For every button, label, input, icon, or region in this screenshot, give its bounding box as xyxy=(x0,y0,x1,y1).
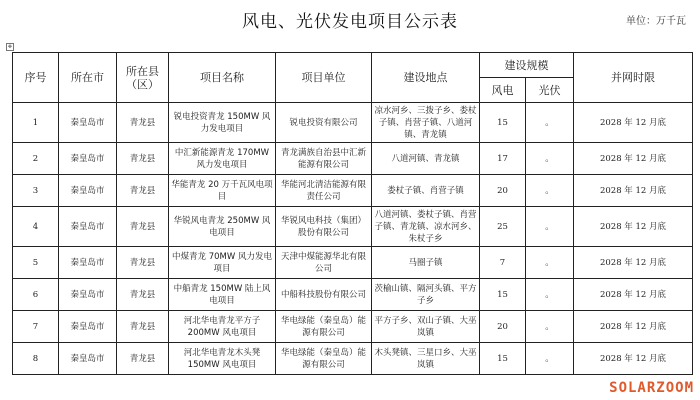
cell-name: 华能青龙 20 万千瓦风电项目 xyxy=(169,175,276,207)
cell-seq: 7 xyxy=(13,311,59,343)
cell-grid: 2028 年 12 月底 xyxy=(574,207,693,247)
cell-city: 秦皇岛市 xyxy=(59,311,117,343)
cell-solar: 。 xyxy=(526,343,574,375)
cell-solar: 。 xyxy=(526,247,574,279)
header-wind: 风电 xyxy=(480,78,526,103)
cell-location: 茨榆山镇、隔河头镇、平方子乡 xyxy=(372,279,480,311)
table-row xyxy=(13,343,693,375)
cell-wind: 25 xyxy=(480,207,526,247)
cell-seq: 3 xyxy=(13,175,59,207)
cell-name: 华锐风电青龙 250MW 风电项目 xyxy=(169,207,276,247)
header-solar: 光伏 xyxy=(526,78,574,103)
cell-grid: 2028 年 12 月底 xyxy=(574,311,693,343)
cell-company: 中船科技股份有限公司 xyxy=(276,279,372,311)
cell-location: 娄杖子镇、肖营子镇 xyxy=(372,175,480,207)
cell-name: 河北华电青龙木头凳 150MW 风电项目 xyxy=(169,343,276,375)
cell-city: 秦皇岛市 xyxy=(59,143,117,175)
cell-county: 青龙县 xyxy=(117,143,169,175)
cell-seq: 5 xyxy=(13,247,59,279)
cell-county: 青龙县 xyxy=(117,247,169,279)
cell-wind: 15 xyxy=(480,279,526,311)
cell-grid: 2028 年 12 月底 xyxy=(574,343,693,375)
cell-name: 中船青龙 150MW 陆上风电项目 xyxy=(169,279,276,311)
cell-location: 木头凳镇、三星口乡、大巫岚镇 xyxy=(372,343,480,375)
cell-name: 中煤青龙 70MW 风力发电项目 xyxy=(169,247,276,279)
cell-grid: 2028 年 12 月底 xyxy=(574,247,693,279)
cell-location: 八道河镇、青龙镇 xyxy=(372,143,480,175)
cell-wind: 7 xyxy=(480,247,526,279)
cell-company: 华电绿能（秦皇岛）能源有限公司 xyxy=(276,311,372,343)
cell-solar: 。 xyxy=(526,279,574,311)
cell-city: 秦皇岛市 xyxy=(59,343,117,375)
page-title: 风电、光伏发电项目公示表 xyxy=(242,12,458,32)
cell-county: 青龙县 xyxy=(117,343,169,375)
header-company: 项目单位 xyxy=(276,53,372,103)
cell-seq: 4 xyxy=(13,207,59,247)
cell-name: 河北华电青龙平方子 200MW 风电项目 xyxy=(169,311,276,343)
cell-location: 凉水河乡、三拨子乡、娄杖子镇、肖营子镇、八道河镇、青龙镇 xyxy=(372,103,480,143)
cell-wind: 20 xyxy=(480,311,526,343)
cell-solar: 。 xyxy=(526,103,574,143)
header-location: 建设地点 xyxy=(372,53,480,103)
header-city: 所在市 xyxy=(59,53,117,103)
cell-wind: 17 xyxy=(480,143,526,175)
cell-county: 青龙县 xyxy=(117,279,169,311)
table-row xyxy=(13,207,693,247)
table-row xyxy=(13,247,693,279)
table-anchor-icon[interactable]: ✥ xyxy=(7,44,13,50)
table-row xyxy=(13,103,693,143)
header-name: 项目名称 xyxy=(169,53,276,103)
cell-city: 秦皇岛市 xyxy=(59,175,117,207)
header-grid: 并网时限 xyxy=(574,53,693,103)
cell-grid: 2028 年 12 月底 xyxy=(574,175,693,207)
cell-grid: 2028 年 12 月底 xyxy=(574,143,693,175)
cell-city: 秦皇岛市 xyxy=(59,247,117,279)
header-scale: 建设规模 xyxy=(480,53,574,78)
cell-county: 青龙县 xyxy=(117,207,169,247)
cell-wind: 15 xyxy=(480,103,526,143)
cell-grid: 2028 年 12 月底 xyxy=(574,103,693,143)
cell-seq: 1 xyxy=(13,103,59,143)
cell-company: 青龙满族自治县中汇新能源有限公司 xyxy=(276,143,372,175)
cell-name: 锐电投资青龙 150MW 风力发电项目 xyxy=(169,103,276,143)
cell-location: 平方子乡、双山子镇、大巫岚镇 xyxy=(372,311,480,343)
cell-company: 华能河北清洁能源有限责任公司 xyxy=(276,175,372,207)
cell-company: 华电绿能（秦皇岛）能源有限公司 xyxy=(276,343,372,375)
cell-solar: 。 xyxy=(526,175,574,207)
table-row xyxy=(13,279,693,311)
cell-company: 锐电投资有限公司 xyxy=(276,103,372,143)
cell-county: 青龙县 xyxy=(117,311,169,343)
cell-seq: 6 xyxy=(13,279,59,311)
cell-city: 秦皇岛市 xyxy=(59,207,117,247)
cell-seq: 8 xyxy=(13,343,59,375)
cell-county: 青龙县 xyxy=(117,175,169,207)
cell-solar: 。 xyxy=(526,207,574,247)
cell-name: 中汇新能源青龙 170MW 风力发电项目 xyxy=(169,143,276,175)
cell-city: 秦皇岛市 xyxy=(59,103,117,143)
cell-grid: 2028 年 12 月底 xyxy=(574,279,693,311)
cell-solar: 。 xyxy=(526,311,574,343)
project-table xyxy=(12,52,693,375)
header-county: 所在县（区） xyxy=(117,53,169,103)
unit-label: 单位：万千瓦 xyxy=(626,16,686,27)
cell-wind: 15 xyxy=(480,343,526,375)
cell-seq: 2 xyxy=(13,143,59,175)
cell-city: 秦皇岛市 xyxy=(59,279,117,311)
header-seq: 序号 xyxy=(13,53,59,103)
table-row xyxy=(13,311,693,343)
cell-wind: 20 xyxy=(480,175,526,207)
cell-county: 青龙县 xyxy=(117,103,169,143)
cell-solar: 。 xyxy=(526,143,574,175)
cell-location: 八道河镇、娄杖子镇、肖营子镇、青龙镇、凉水河乡、朱杖子乡 xyxy=(372,207,480,247)
solarzoom-watermark: SOLARZOOM xyxy=(609,380,694,396)
cell-location: 马圈子镇 xyxy=(372,247,480,279)
cell-company: 华锐风电科技（集团）股份有限公司 xyxy=(276,207,372,247)
table-row xyxy=(13,175,693,207)
cell-company: 天津中煤能源华北有限公司 xyxy=(276,247,372,279)
table-row xyxy=(13,143,693,175)
